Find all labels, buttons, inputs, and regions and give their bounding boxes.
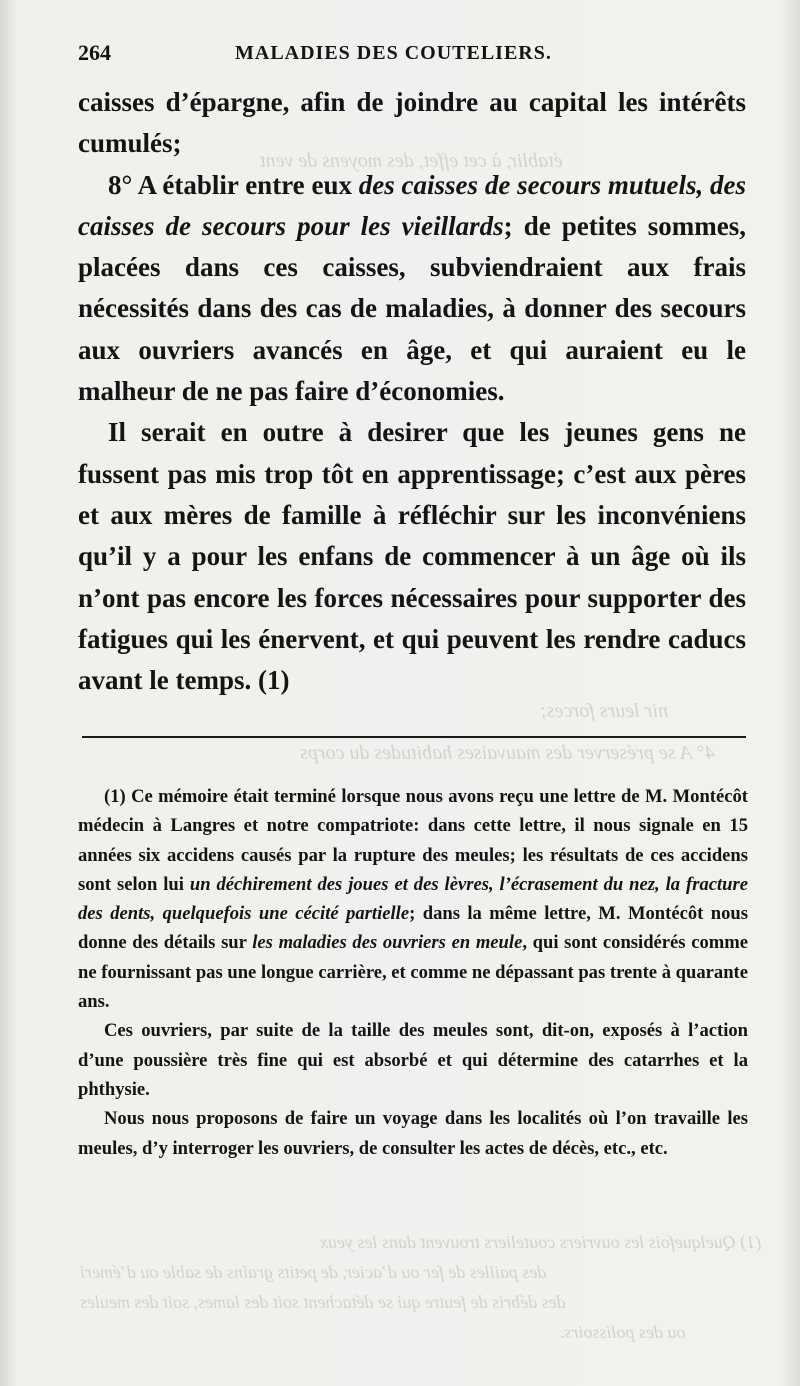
footnote-paragraph: Ces ouvriers, par suite de la taille des meules sont, dit-on, exposés à l’action d’une poussière très fine qui est absorbé et qui détermine des catarrhes et la phthysie. [78,1020,748,1100]
italic-text-run: des caisses de secours mutuels, des caisses de secours pour les vieillards [78,169,746,241]
text-run: 8° A établir entre eux [108,169,359,200]
text-run: ; de petites sommes, placées dans ces caisses, subviendraient aux frais nécessités dans des cas de maladies, à donner des secours aux ouvriers avancés en âge, et qui auraient eu le malheur de ne pas faire d’économies. [78,210,746,407]
text-run: (1) Ce mémoire était terminé lorsque nous avons reçu une lettre de M. Montécôt médecin à Langres et notre compatriote: dans cette lettre, il nous signale en 15 années six accidens causés par la rupture des meules; les résultats de ces accidens sont selon lui [78,786,748,895]
show-through-decoration: (1) Quelquefois les ouvriers couteliers trouvent dans les yeux [320,1232,762,1252]
paragraph-apprenticeship: Il serait en outre à desirer que les jeunes gens ne fussent pas mis trop tôt en apprentissage; c’est aux pères et aux mères de famille à réfléchir sur les inconvéniens qu’il y a pour les enfans de commencer à un âge où ils n’ont pas encore les forces nécessaires pour supporter des fatigues qui les énervent, et qui peuvent les rendre caducs avant le temps. (1) [78,417,746,696]
paragraph-continuation: caisses d’épargne, afin de joindre au capital les intérêts cumulés; [78,87,746,159]
page-header [78,40,746,74]
show-through-decoration: ou des polissoirs. [560,1322,686,1342]
show-through-decoration: nir leurs forces; [540,700,669,722]
footnote-separator [82,736,746,738]
running-title: MALADIES DES COUTELIERS. [235,42,552,64]
paragraph-item-8 [78,165,746,413]
show-through-decoration: établir, à cet effet, des moyens de vent [260,150,563,172]
italic-text-run: un déchirement des joues et des lèvres, l’écrasement du nez, la fracture des dents, quelquefois une cécité partielle [78,873,748,925]
italic-text-run: les maladies des ouvriers en meule [252,932,523,954]
footnote-block [78,782,748,1163]
footnote-paragraph: Nous nous proposons de faire un voyage dans les localités où l’on travaille les meules, d’y interroger les ouvriers, de consulter les actes de décès, etc., etc. [78,1108,748,1159]
show-through-decoration: 4° A se préserver des mauvaises habitudes du corps [300,742,715,764]
footnote-paragraph [78,782,748,1016]
body-text [78,82,746,701]
text-run: , qui sont considérés comme ne fournissant pas une longue carrière, et comme ne dépassant pas trente à quarante ans. [78,932,748,1013]
text-run: ; dans la même lettre, M. Montécôt nous donne des détails sur [78,903,748,954]
show-through-decoration: des débris de feutre qui se détachent soit des lames, soit des meules [80,1292,566,1312]
show-through-decoration: des pailles de fer ou d’acier, de petits grains de sable ou d’émeri [80,1262,547,1282]
page-number: 264 [78,40,111,65]
